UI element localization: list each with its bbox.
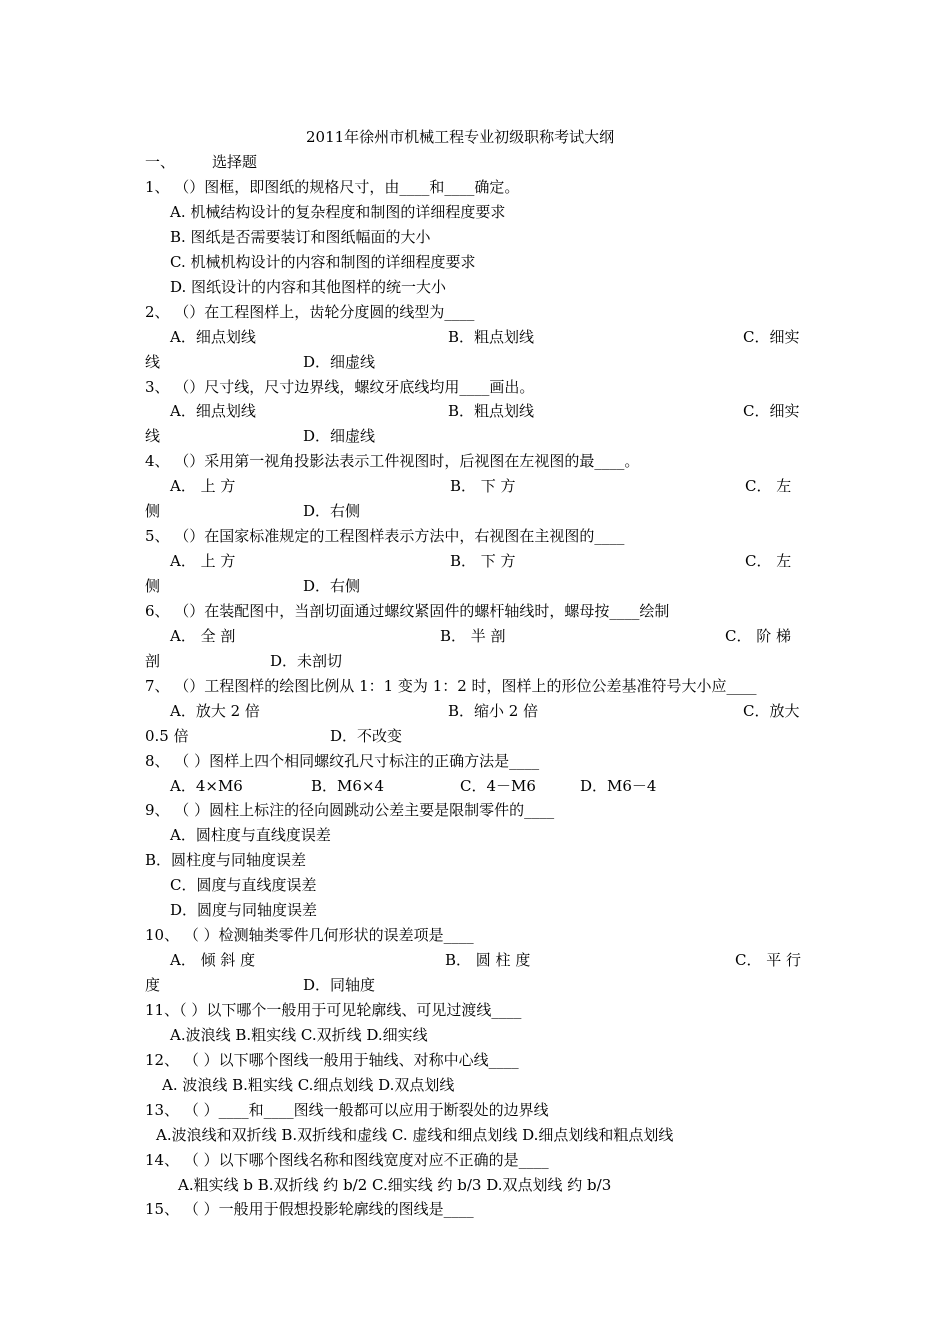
q10-option-c-wrap: 度 — [145, 976, 161, 994]
question-12: 12、 （ ）以下哪个图线一般用于轴线、对称中心线____ — [145, 1051, 519, 1069]
q5-option-c: C． 左 — [745, 552, 792, 570]
q2-option-a: A．细点划线 — [170, 328, 256, 346]
question-4: 4、 （）采用第一视角投影法表示工件视图时，后视图在左视图的最____。 — [145, 452, 640, 470]
question-5: 5、 （）在国家标准规定的工程图样表示方法中，右视图在主视图的____ — [145, 527, 625, 545]
question-8: 8、 （ ）图样上四个相同螺纹孔尺寸标注的正确方法是____ — [145, 752, 540, 770]
q7-option-d: D．不改变 — [330, 727, 403, 745]
q8-option-c: C．4－M6 — [460, 777, 536, 795]
q7-option-c: C．放大 — [743, 702, 800, 720]
page-title: 2011年徐州市机械工程专业初级职称考试大纲 — [306, 128, 615, 146]
q8-option-b: B．M6×4 — [311, 777, 385, 795]
question-10: 10、 （ ）检测轴类零件几何形状的误差项是____ — [145, 926, 474, 944]
q2-option-b: B．粗点划线 — [448, 328, 535, 346]
q1-option-d: D. 图纸设计的内容和其他图样的统一大小 — [170, 278, 447, 296]
q6-option-b: B． 半 剖 — [440, 627, 506, 645]
q9-option-d: D．圆度与同轴度误差 — [170, 901, 318, 919]
question-7: 7、 （）工程图样的绘图比例从 1：1 变为 1：2 时，图样上的形位公差基准符号大小应____ — [145, 677, 757, 695]
q5-option-c-wrap: 侧 — [145, 577, 161, 595]
q3-option-b: B．粗点划线 — [448, 402, 535, 420]
q5-option-d: D．右侧 — [303, 577, 361, 595]
q2-option-c: C．细实 — [743, 328, 800, 346]
q4-option-c: C． 左 — [745, 477, 792, 495]
question-11: 11、（ ）以下哪个一般用于可见轮廓线、可见过渡线____ — [145, 1001, 522, 1019]
q9-option-b: B．圆柱度与同轴度误差 — [145, 851, 307, 869]
question-14: 14、 （ ）以下哪个图线名称和图线宽度对应不正确的是____ — [145, 1151, 549, 1169]
q3-option-c: C．细实 — [743, 402, 800, 420]
q6-option-d: D．未剖切 — [270, 652, 343, 670]
q4-option-b: B． 下 方 — [450, 477, 516, 495]
q7-option-b: B．缩小 2 倍 — [448, 702, 539, 720]
q4-option-c-wrap: 侧 — [145, 502, 161, 520]
question-2: 2、 （）在工程图样上，齿轮分度圆的线型为____ — [145, 303, 475, 321]
q6-option-c: C． 阶 梯 — [725, 627, 792, 645]
q6-option-a: A． 全 剖 — [170, 627, 236, 645]
q7-option-a: A．放大 2 倍 — [170, 702, 260, 720]
q5-option-b: B． 下 方 — [450, 552, 516, 570]
q12-options: A. 波浪线 B.粗实线 C.细点划线 D.双点划线 — [162, 1076, 455, 1094]
q8-option-d: D．M6－4 — [580, 777, 657, 795]
question-9: 9、 （ ）圆柱上标注的径向圆跳动公差主要是限制零件的____ — [145, 801, 555, 819]
q10-option-d: D．同轴度 — [303, 976, 376, 994]
q10-option-a: A． 倾 斜 度 — [170, 951, 256, 969]
section-number: 一、 — [145, 153, 176, 171]
q2-option-d: D．细虚线 — [303, 353, 376, 371]
q2-option-c-wrap: 线 — [145, 353, 161, 371]
question-6: 6、 （）在装配图中，当剖切面通过螺纹紧固件的螺杆轴线时，螺母按____绘制 — [145, 602, 670, 620]
q6-option-c-wrap: 剖 — [145, 652, 161, 670]
q9-option-a: A．圆柱度与直线度误差 — [170, 826, 331, 844]
q4-option-a: A． 上 方 — [170, 477, 236, 495]
q10-option-c: C． 平 行 — [735, 951, 802, 969]
q8-option-a: A．4×M6 — [170, 777, 243, 795]
q3-option-d: D．细虚线 — [303, 427, 376, 445]
q7-option-c-wrap: 0.5 倍 — [145, 727, 189, 745]
question-1: 1、 （）图框，即图纸的规格尺寸，由____和____确定。 — [145, 178, 520, 196]
q5-option-a: A． 上 方 — [170, 552, 236, 570]
q1-option-c: C. 机械机构设计的内容和制图的详细程度要求 — [170, 253, 476, 271]
section-label: 选择题 — [212, 153, 258, 171]
q1-option-a: A. 机械结构设计的复杂程度和制图的详细程度要求 — [170, 203, 506, 221]
q10-option-b: B． 圆 柱 度 — [445, 951, 531, 969]
q3-option-a: A．细点划线 — [170, 402, 256, 420]
q3-option-c-wrap: 线 — [145, 427, 161, 445]
question-15: 15、 （ ）一般用于假想投影轮廓线的图线是____ — [145, 1200, 474, 1218]
q14-options: A.粗实线 b B.双折线 约 b/2 C.细实线 约 b/3 D.双点划线 约 b/3 — [178, 1176, 612, 1194]
q11-options: A.波浪线 B.粗实线 C.双折线 D.细实线 — [170, 1026, 428, 1044]
q4-option-d: D．右侧 — [303, 502, 361, 520]
q9-option-c: C．圆度与直线度误差 — [170, 876, 317, 894]
q13-options: A.波浪线和双折线 B.双折线和虚线 C. 虚线和细点划线 D.细点划线和粗点划线 — [156, 1126, 674, 1144]
q1-option-b: B. 图纸是否需要装订和图纸幅面的大小 — [170, 228, 431, 246]
question-3: 3、 （）尺寸线，尺寸边界线，螺纹牙底线均用____画出。 — [145, 378, 535, 396]
question-13: 13、 （ ）____和____图线一般都可以应用于断裂处的边界线 — [145, 1101, 549, 1119]
